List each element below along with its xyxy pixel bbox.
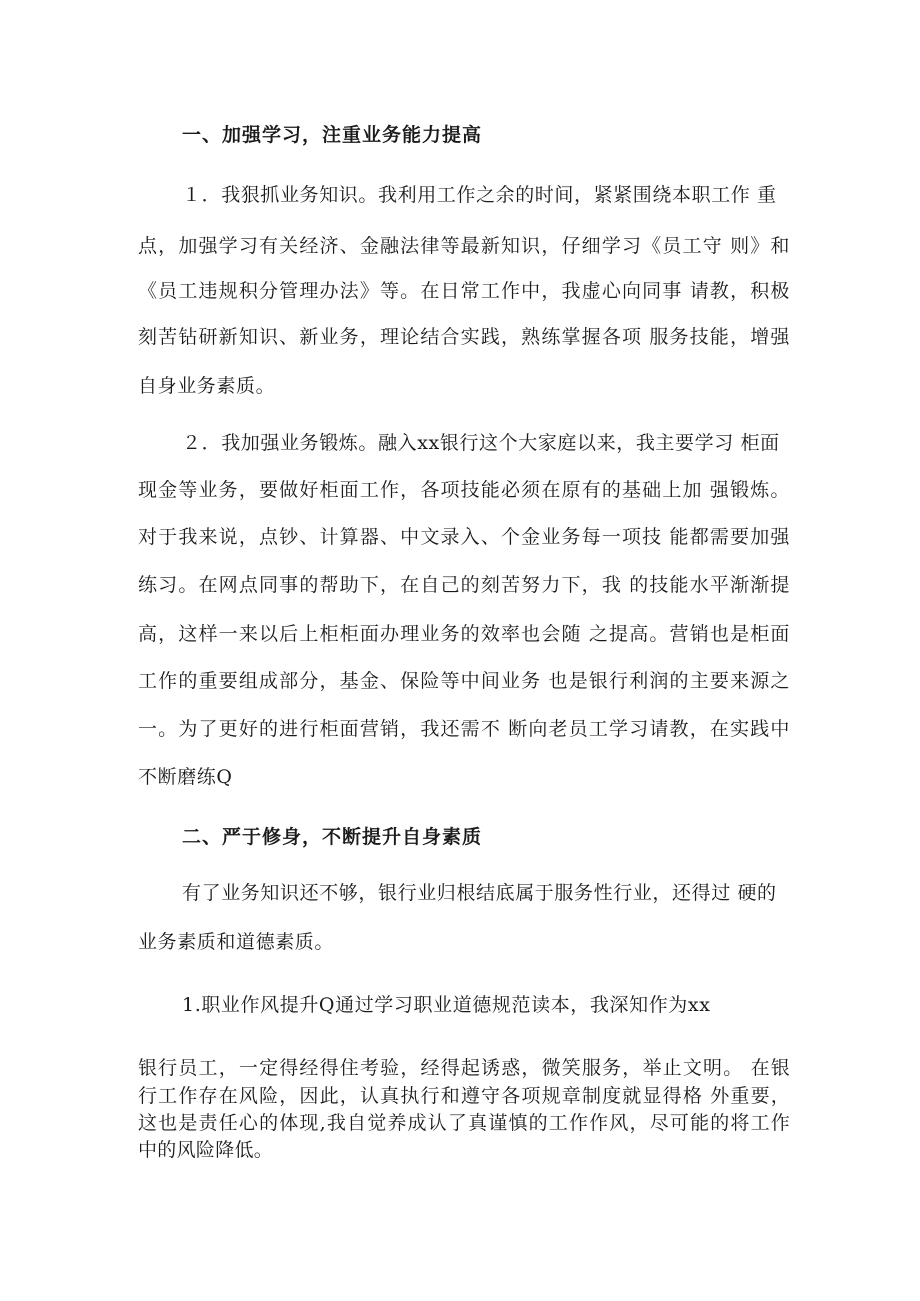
section1-para2-line8: 不断磨练Q <box>138 766 233 788</box>
section2-para2-line1: 1.职业作风提升Q通过学习职业道德规范读本，我深知作为xx <box>182 994 711 1016</box>
section1-para1-line1: １．我狠抓业务知识。我利用工作之余的时间，紧紧围绕本职工作 重 <box>182 184 777 206</box>
section1-para1-line3: 《员工违规积分管理办法》等。在日常工作中，我虚心向同事 请教，积极 <box>138 280 790 302</box>
section1-para2-line7: 一。为了更好的进行柜面营销，我还需不 断向老员工学习请教，在实践中 <box>138 718 790 740</box>
section2-para3-line2: 行工作存在风险，因此，认真执行和遵守各项规章制度就显得格 外重要， <box>138 1085 790 1107</box>
section2-para3-line1: 银行员工，一定得经得住考验，经得起诱惑，微笑服务，举止文明。 在银 <box>138 1057 790 1079</box>
section1-heading: 一、加强学习，注重业务能力提高 <box>182 124 483 146</box>
section1-para2-line2: 现金等业务，要做好柜面工作，各项技能必须在原有的基础上加 强锻炼。 <box>138 479 790 501</box>
section1-para1-line5: 自身业务素质。 <box>138 375 276 397</box>
section2-heading: 二、严于修身，不断提升自身素质 <box>182 826 483 848</box>
section2-para3-line4: 中的风险降低。 <box>138 1139 274 1161</box>
section2-para1-line1: 有了业务知识还不够，银行业归根结底属于服务性行业，还得过 硬的 <box>182 882 777 904</box>
section1-para1-line2: 点，加强学习有关经济、金融法律等最新知识，仔细学习《员工守 则》和 <box>138 235 790 257</box>
section1-para2-line1: ２．我加强业务锻炼。融入xx银行这个大家庭以来，我主要学习 柜面 <box>182 432 780 454</box>
section1-para2-line6: 工作的重要组成部分，基金、保险等中间业务 也是银行利润的主要来源之 <box>138 670 790 692</box>
section1-para2-line5: 高，这样一来以后上柜柜面办理业务的效率也会随 之提高。营销也是柜面 <box>138 623 790 645</box>
section1-para1-line4: 刻苦钻研新知识、新业务，理论结合实践，熟练掌握各项 服务技能，增强 <box>138 326 790 348</box>
section2-para3-line3: 这也是责任心的体现,我自觉养成认了真谨慎的工作作风，尽可能的将工作 <box>138 1112 790 1134</box>
section1-para2-line3: 对于我来说，点钞、计算器、中文录入、个金业务每一项技 能都需要加强 <box>138 526 790 548</box>
section1-para2-line4: 练习。在网点同事的帮助下，在自己的刻苦努力下，我 的技能水平渐渐提 <box>138 574 790 596</box>
section2-para1-line2: 业务素质和道德素质。 <box>138 931 335 953</box>
